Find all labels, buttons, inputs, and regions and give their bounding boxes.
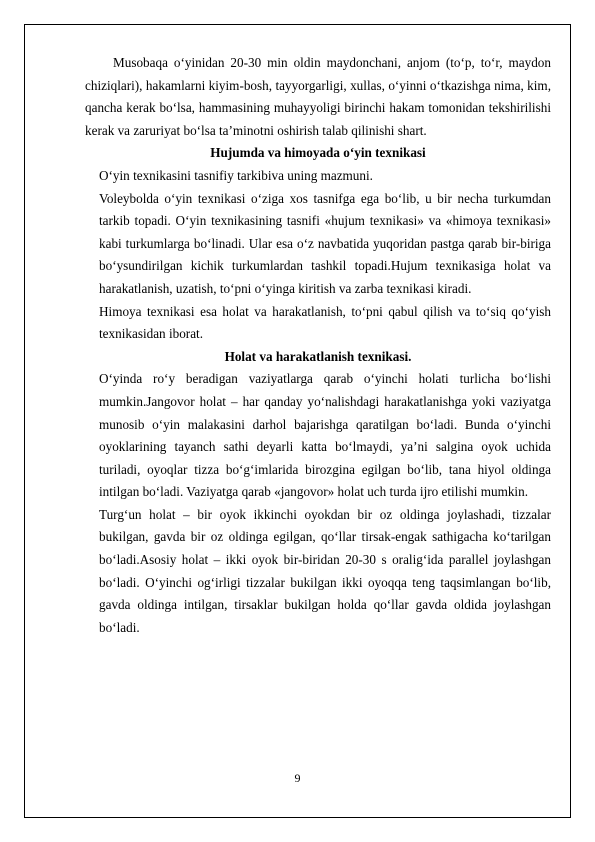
- technique-paragraph: Voleybolda o‘yin texnikasi o‘ziga xos tasnifga ega bo‘lib, u bir necha turkumdan tarkib topadi. O‘yin texnikasining tasnifi «hujum texnikasi» va «himoya texnikasi» kabi turkumlarga bo‘linadi. Ular esa o‘z navbatida yuqoridan pastga qarab bir-biriga bo‘ysundirilgan kichik turkumlardan tashkil topadi.Hujum texnikasiga holat va harakatlanish, uzatish, to‘pni o‘yinga kiritish va zarba texnikasi kiradi.: [99, 190, 551, 296]
- classification-paragraph: O‘yin texnikasini tasnifiy tarkibiva uning mazmuni.: [99, 167, 373, 183]
- section-heading-attack-defense: Hujumda va himoyada o‘yin texnikasi: [210, 145, 426, 161]
- defense-paragraph: Himoya texnikasi esa holat va harakatlanish, to‘pni qabul qilish va to‘siq qo‘yish texnikasidan iborat.: [99, 303, 551, 342]
- section-heading-stance-movement: Holat va harakatlanish texnikasi.: [224, 348, 412, 364]
- intro-paragraph: Musobaqa o‘yinidan 20-30 min oldin maydonchani, anjom (to‘p, to‘r, maydon chiziqlari), hakamlarni kiyim-bosh, tayyorgarligi, xullas, o‘yinni o‘tkazishga nima, kim, qancha kerak bo‘lsa, hammasining muhayyoligi birinchi hakam tomonidan tekshirilishi kerak va zaruriyat bo‘lsa ta’minotni oshirish talab qilinishi shart.: [85, 55, 551, 138]
- stance-paragraph: O‘yinda ro‘y beradigan vaziyatlarga qarab o‘yinchi holati turlicha bo‘lishi mumkin.Jangovor holat – har qanday yo‘nalishdagi harakatlanishga yoki vaziyatga munosib o‘yin malakasini darhol bajarishga qaratilgan bo‘ladi. Bunda o‘yinchi oyoklarining tayanch sathi deyarli katta bo‘lmaydi, ya’ni salgina oyok uchida turiladi, oyoqlar tizza bo‘g‘imlarida birozgina egilgan bo‘lib, tana hiyol oldinga intilgan bo‘ladi. Vaziyatga qarab «jangovor» holat uch turda ijro etilishi mumkin.: [99, 371, 551, 500]
- page-number: 9: [294, 771, 301, 785]
- document-body: [85, 52, 551, 639]
- stable-stance-paragraph: Turg‘un holat – bir oyok ikkinchi oyokdan bir oz oldinga joylashadi, tizzalar bukilgan, gavda bir oz oldinga egilgan, qo‘llar tirsak-engak sathigacha ko‘tarilgan bo‘ladi.Asosiy holat – ikki oyok bir-biridan 20-30 s oralig‘ida parallel joylashgan bo‘ladi. O‘yinchi og‘irligi tizzalar bukilgan ikki oyoqqa teng taqsimlangan bo‘lib, gavda oldinga intilgan, tirsaklar bukilgan holda qo‘llar gavda oldida joylashgan bo‘ladi.: [99, 506, 551, 635]
